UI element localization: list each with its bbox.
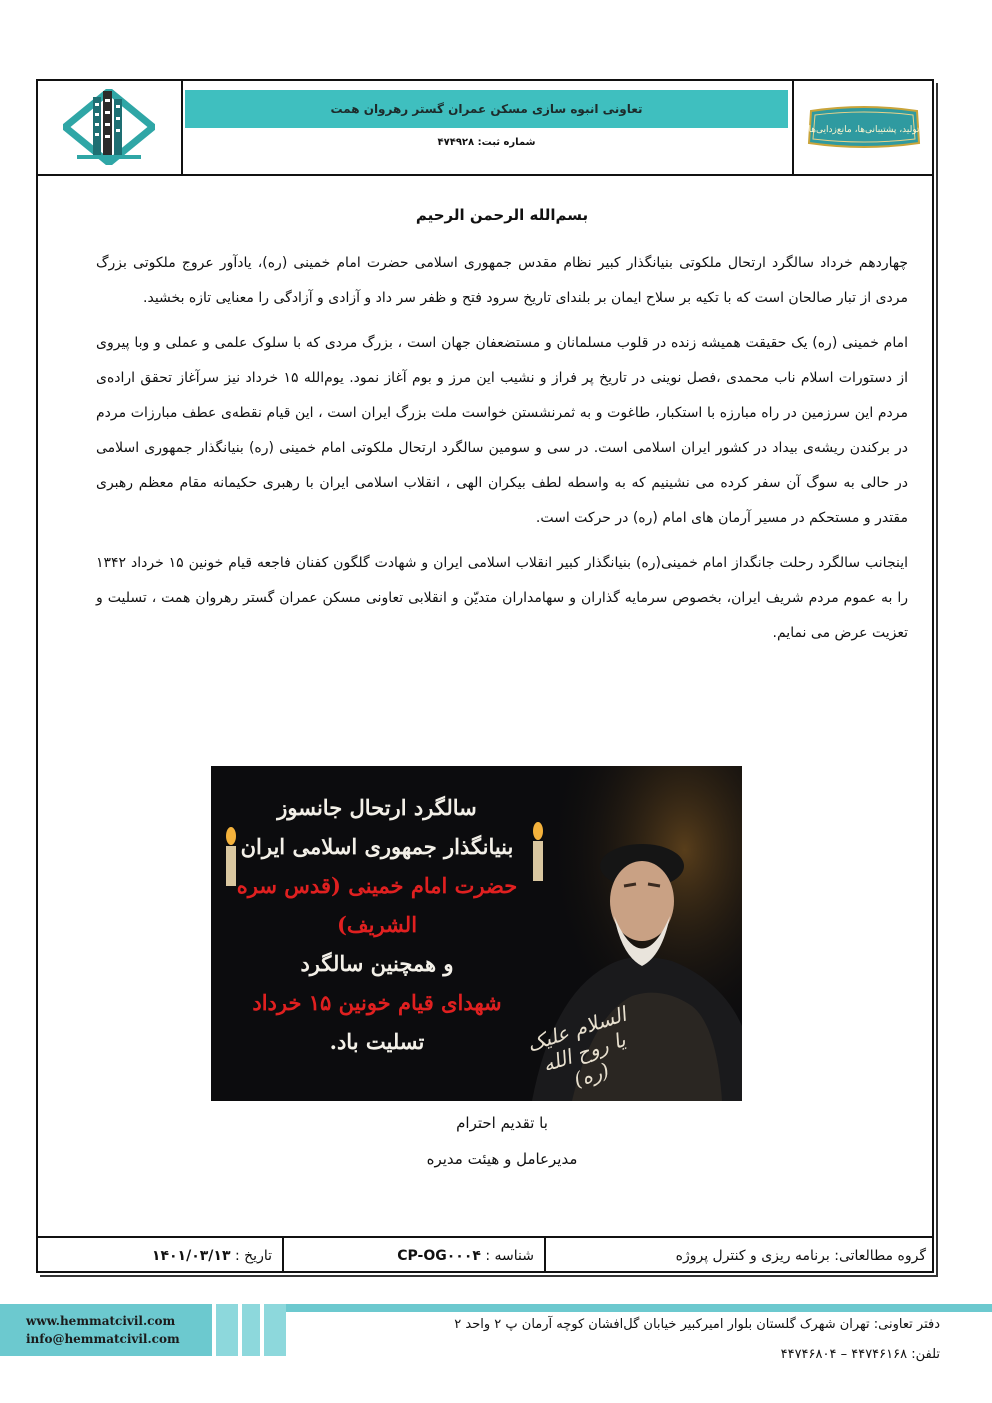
study-group	[544, 1238, 934, 1273]
company-title: تعاونی انبوه سازی مسکن عمران گستر رهروان همت	[330, 102, 643, 116]
web-contact-box	[0, 1304, 212, 1356]
buildings-logo-icon	[63, 89, 155, 165]
letter-body	[96, 200, 908, 661]
footer-band	[286, 1304, 992, 1312]
banner-line-5: شهدای قیام خونین ۱۵ خرداد	[252, 990, 502, 1015]
footer-stripe	[216, 1304, 238, 1356]
logo-cell-left	[36, 79, 183, 174]
banner-line-6: تسلیت باد.	[329, 1029, 425, 1054]
memorial-banner-image	[211, 766, 742, 1101]
signatory: مدیرعامل و هیئت مدیره	[426, 1150, 578, 1168]
office-phone: تلفن: ۴۴۷۴۶۱۶۸ – ۴۴۷۴۶۸۰۴	[780, 1347, 940, 1362]
candle-icon	[526, 821, 550, 881]
website-link[interactable]: www.hemmatcivil.com	[26, 1314, 176, 1328]
closing-line: با تقدیم احترام	[456, 1114, 548, 1132]
banner-text	[227, 788, 527, 1061]
office-address: دفتر تعاونی: تهران شهرک گلستان بلوار امیرکبیر خیابان گل‌افشان کوچه آرمان پ ۲ واحد ۲	[454, 1317, 940, 1332]
document-date	[36, 1238, 282, 1273]
banner-line-2: بنیانگذار جمهوری اسلامی ایران	[240, 834, 514, 859]
basmala-heading: بسم‌الله الرحمن الرحیم	[415, 206, 589, 224]
document-code	[282, 1238, 544, 1273]
code-label: شناسه :	[485, 1247, 534, 1264]
paragraph-2: امام خمینی (ره) یک حقیقت همیشه زنده در قلوب مسلمانان و مستضعفان جهان است ، بزرگ مردی که با سلوک علمی و عملی و وبا پیروی از دستورات اسلام ناب محمدی ،فصل نوینی در تاریخ پر فراز و نشیب این مرز و بوم آغاز نمود. یوم‌الله ۱۵ خرداد نیز سرآغاز تحقق اراده‌ی مردم این سرزمین در راه مبارزه با استکبار، طاغوت و به ثمرنشستن خواست ملت بزرگ ایران است ، این قیام نقطه‌ی عطف مبارزات مردم در برکندن ریشه‌ی بیداد در کشور ایران اسلامی است. در سی و سومین سالگرد ارتحال ملکوتی امام خمینی (ره) بنیانگذار جمهوری اسلامی در حالی به سوگ آن سفر کرده می نشینیم که به واسطه لطف بیکران الهی ، انقلاب اسلامی ایران با رهبری حکیمانه مقام معظم رهبری مقتدر و مستحکم در مسیر آرمان های امام (ره) در حرکت است.	[96, 335, 908, 526]
letterhead	[36, 79, 934, 176]
footer-stripe	[242, 1304, 260, 1356]
svg-text:تولید، پشتیبانی‌ها، مانع‌زدایی: تولید، پشتیبانی‌ها، مانع‌زدایی‌ها	[808, 124, 920, 135]
banner-line-4: و همچنین سالگرد	[300, 951, 454, 976]
banner-calligraphy: السلام علیک یا روح الله (ره)	[524, 1001, 630, 1092]
paragraph-1: چهاردهم خرداد سالگرد ارتحال ملکوتی بنیانگذار کبیر نظام مقدس جمهوری اسلامی حضرت امام خمینی (ره)، یادآور عروج ملکوتی بزرگ مردی از تبار صالحان است که با تکیه بر سلاح ایمان بر بلندای تاریخ سرود فتح و ظفر سر داد و آزادی و آزادگی را معنایی تازه بخشید.	[96, 255, 908, 306]
paragraph-3: اینجانب سالگرد رحلت جانگداز امام خمینی(ره) بنیانگذار کبیر انقلاب اسلامی ایران و شهادت گلگون کفنان فاجعه قیام خونین ۱۵ خرداد ۱۳۴۲ را به عموم مردم شریف ایران، بخصوص سرمایه گذاران و سهامداران متدیّن و انقلابی تعاونی مسکن عمران گستر رهروان همت ، تسلیت و تعزیت عرض می نمایم.	[96, 555, 908, 641]
code-value: CP-OG۰۰۰۴	[397, 1247, 481, 1264]
study-group-text: گروه مطالعاتی: برنامه ریزی و کنترل پروژه	[675, 1247, 926, 1264]
email-link[interactable]: info@hemmatcivil.com	[26, 1332, 180, 1346]
date-label: تاریخ :	[234, 1247, 272, 1264]
banner-line-3: حضرت امام خمینی (قدس سره الشریف)	[236, 873, 518, 937]
company-title-bar	[185, 90, 788, 128]
document-info-table	[36, 1236, 934, 1273]
footer-stripe	[264, 1304, 286, 1356]
banner-line-1: سالگرد ارتحال جانسوز	[277, 795, 477, 820]
logo-cell-right	[792, 79, 934, 174]
registration-number: شماره ثبت: ۴۷۴۹۲۸	[437, 137, 536, 148]
calligraphy-badge-icon	[805, 105, 923, 149]
date-value: ۱۴۰۱/۰۳/۱۳	[151, 1247, 231, 1264]
